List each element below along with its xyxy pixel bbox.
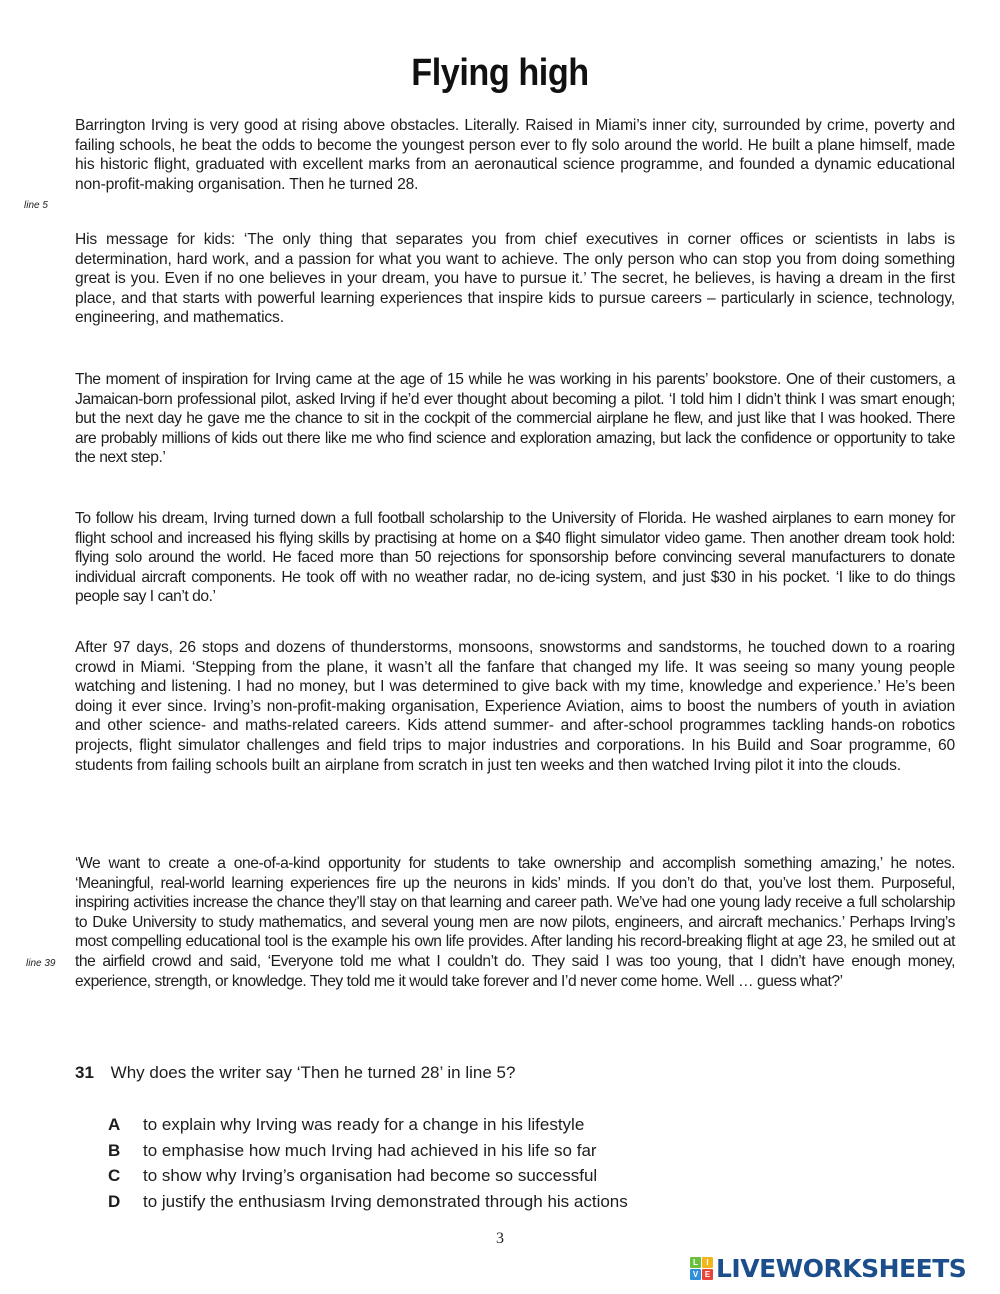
option-c[interactable] xyxy=(108,1163,628,1189)
option-letter: C xyxy=(108,1166,121,1185)
logo-tile: V xyxy=(690,1269,701,1280)
option-text: to explain why Irving was ready for a change in his lifestyle xyxy=(143,1115,585,1134)
line-5-label: line 5 xyxy=(24,200,48,211)
paragraph-1: Barrington Irving is very good at rising above obstacles. Literally. Raised in Miami’s inner city, surrounded by crime, poverty and failing schools, he beat the odds to become the youngest person ever to fly solo around the world. He built a plane himself, made his historic flight, graduated with excellent marks from an aeronautical science programme, and founded a dynamic educational non-profit-making organisation. Then he turned 28. xyxy=(75,117,955,193)
live-tiles-icon xyxy=(690,1257,713,1280)
option-letter: B xyxy=(108,1140,121,1160)
logo-tile: L xyxy=(690,1257,701,1268)
option-letter: A xyxy=(108,1115,121,1134)
paragraph-2: His message for kids: ‘The only thing that separates you from chief executives in corner offices or scientists in labs is determination, hard work, and a passion for what you want to achieve. The only person who can stop you from doing something great is you. Even if no one believes in your dream, you have to pursue it.’ The secret, he believes, is having a dream in the first place, and that starts with powerful learning experiences that inspire kids to pursue careers – particularly in science, technology, engineering, and mathematics. xyxy=(75,231,955,327)
liveworksheets-logo xyxy=(690,1254,966,1283)
option-b[interactable] xyxy=(108,1138,628,1164)
logo-text: LIVEWORKSHEETS xyxy=(716,1254,967,1283)
page-title: Flying high xyxy=(411,52,589,94)
question-number: 31 xyxy=(75,1063,94,1082)
logo-tile: I xyxy=(702,1257,713,1268)
line-39-label: line 39 xyxy=(26,958,56,969)
option-letter: D xyxy=(108,1191,121,1211)
paragraph-6: ‘We want to create a one-of-a-kind opportunity for students to take ownership and accomplish something amazing,’ he notes. ‘Meaningful, real-world learning experiences fire up the neurons in kids’ minds. If you don’t do that, you’ve lost them. Purposeful, inspiring activities increase the chance they’ll stay on that learning and career path. We’ve had one young lady receive a full scholarship to Duke University to study mathematics, and several young men are now pilots, engineers, and aircraft mechanics.’ Perhaps Irving’s most compelling educational tool is the example his own life provides. After landing his record-breaking flight at age 23, he smiled out at the airfield crowd and said, ‘Everyone told me what I couldn’t do. They said I was too young, that I didn’t have enough money, experience, strength, or knowledge. They told me it would take forever and I’d never come home. Well … guess what?’ xyxy=(75,855,955,990)
paragraph-5: After 97 days, 26 stops and dozens of thunderstorms, monsoons, snowstorms and sandstorms, he touched down to a roaring crowd in Miami. ‘Stepping from the plane, it wasn’t all the fanfare that changed my life. It was seeing so many young people watching and listening. I had no money, but I was determined to give back with my time, knowledge and experience.’ He’s been doing it ever since. Irving’s non-profit-making organisation, Experience Aviation, aims to boost the numbers of youth in aviation and other science- and maths-related careers. Kids attend summer- and after-school programmes tackling hands-on robotics projects, flight simulator challenges and field trips to major industries and corporations. In his Build and Soar programme, 60 students from failing schools built an airplane from scratch in just ten weeks and then watched Irving pilot it into the clouds. xyxy=(75,639,955,774)
option-text: to emphasise how much Irving had achieved in his life so far xyxy=(143,1140,597,1160)
option-d[interactable] xyxy=(108,1189,628,1215)
option-text: to justify the enthusiasm Irving demonstrated through his actions xyxy=(143,1191,628,1211)
answer-options xyxy=(108,1112,628,1214)
page-number: 3 xyxy=(496,1230,504,1247)
paragraph-4: To follow his dream, Irving turned down a full football scholarship to the University of Florida. He washed airplanes to earn money for flight school and increased his flying skills by practising at home on a $40 flight simulator video game. Then another dream took hold: flying solo around the world. He faced more than 50 rejections for sponsorship before convincing several manufacturers to donate individual aircraft components. He took off with no weather radar, no de-icing system, and just $30 in his pocket. ‘I like to do things people say I can’t do.’ xyxy=(75,510,955,606)
paragraph-3: The moment of inspiration for Irving came at the age of 15 while he was working in his parents’ bookstore. One of their customers, a Jamaican-born professional pilot, asked Irving if he’d ever thought about becoming a pilot. ‘I told him I didn’t think I was smart enough; but the next day he gave me the chance to sit in the cockpit of the commercial airplane he flew, and just like that I was hooked. There are probably millions of kids out there like me who find science and exploration amazing, but lack the confidence or opportunity to take the next step.’ xyxy=(75,371,955,467)
question-31 xyxy=(75,1063,515,1083)
option-text: to show why Irving’s organisation had become so successful xyxy=(143,1166,598,1185)
option-a[interactable] xyxy=(108,1112,628,1138)
logo-tile: E xyxy=(702,1269,713,1280)
question-text: Why does the writer say ‘Then he turned 28’ in line 5? xyxy=(110,1063,516,1082)
